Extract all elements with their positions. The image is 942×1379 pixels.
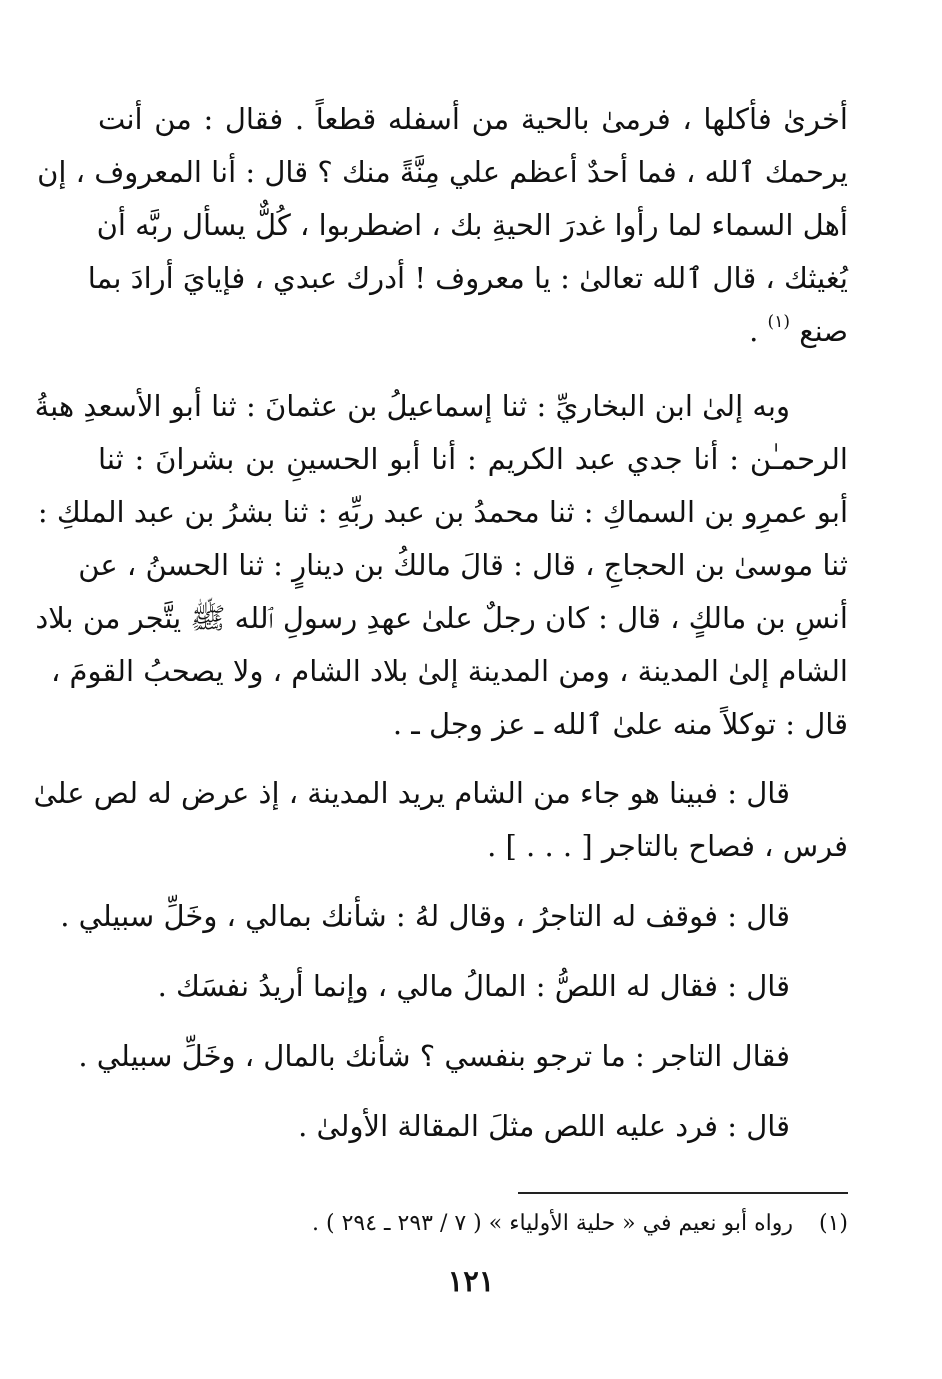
paragraph-1 [37,93,848,358]
text-line: قال : فبينا هو جاء من الشام يريد المدينة ، إذ عرض له لص علىٰ [33,776,790,810]
text-line: الرحمـٰن : أنا جدي عبد الكريم : أنا أبو الحسينِ بن بشرانَ : ثنا [98,442,848,476]
text-line: أهل السماء لما رأوا غدرَ الحيةِ بك ، اضطربوا ، كُلٌّ يسأل ربَّه أن [96,208,848,242]
text-line: قال : فقال له اللصُّ : المالُ مالي ، وإنما أريدُ نفسَك . [157,969,790,1003]
text-line: أبو عمرِو بن السماكِ : ثنا محمدُ بن عبد ربِّهِ : ثنا بشرُ بن عبد الملكِ : [37,495,848,529]
text-line-last [98,305,848,358]
text-line: يُغيثك ، قال ٱلله تعالىٰ : يا معروف ! أدرك عبدي ، فإيايَ أرادَ بما [87,261,848,295]
text-line: فقال التاجر : ما ترجو بنفسي ؟ شأنك بالمال ، وخَلِّ سبيلي . [78,1039,790,1073]
text-line: الشام إلىٰ المدينة ، ومن المدينة إلىٰ بلاد الشام ، ولا يصحبُ القومَ ، [50,654,848,688]
footnote-text: رواه أبو نعيم في « حلية الأولياء » ( ٧ / ٢٩٣ ـ ٢٩٤ ) . [312,1211,793,1236]
footnote-reference: (١) [767,312,790,332]
text-line: قال : فوقف له التاجرُ ، وقال لهُ : شأنك بمالي ، وخَلِّ سبيلي . [60,899,790,933]
footnote-number: (١) [818,1211,848,1236]
text-line: قال : فرد عليه اللص مثلَ المقالة الأولىٰ . [298,1109,790,1143]
paragraph-4 [60,890,848,943]
text-line: أنسِ بن مالكٍ ، قال : كان رجلٌ علىٰ عهدِ رسولِ ٱلله ﷺ يتَّجر من بلاد [35,601,848,635]
footnote [148,1206,848,1242]
footnote-divider [518,1192,848,1194]
paragraph-5 [98,960,848,1013]
paragraph-7 [98,1100,848,1153]
text-line-last: فرس ، فصاح بالتاجر [ . . . ] . [487,829,848,863]
text-segment: صنع [799,314,848,348]
text-line: يرحمك ٱلله ، فما أحدٌ أعظم علي مِنَّةً منك ؟ قال : أنا المعروف ، إن [37,155,848,189]
text-line: أخرىٰ فأكلها ، فرمىٰ بالحية من أسفله قطعاً . فقال : من أنت [98,102,848,136]
text-line: وبه إلىٰ ابن البخاريِّ : ثنا إسماعيلُ بن عثمانَ : ثنا أبو الأسعدِ هبةُ [34,389,790,423]
page-number: ١٢١ [447,1264,495,1298]
text-line-last: قال : توكلاً منه علىٰ ٱلله ـ عز وجل ـ . [392,707,848,741]
text-segment: . [749,314,759,348]
text-line: ثنا موسىٰ بن الحجاجِ ، قال : قالَ مالكُ بن دينارٍ : ثنا الحسنُ ، عن [78,548,848,582]
paragraph-3 [33,767,848,873]
paragraph-6 [78,1030,848,1083]
paragraph-2 [34,380,848,751]
